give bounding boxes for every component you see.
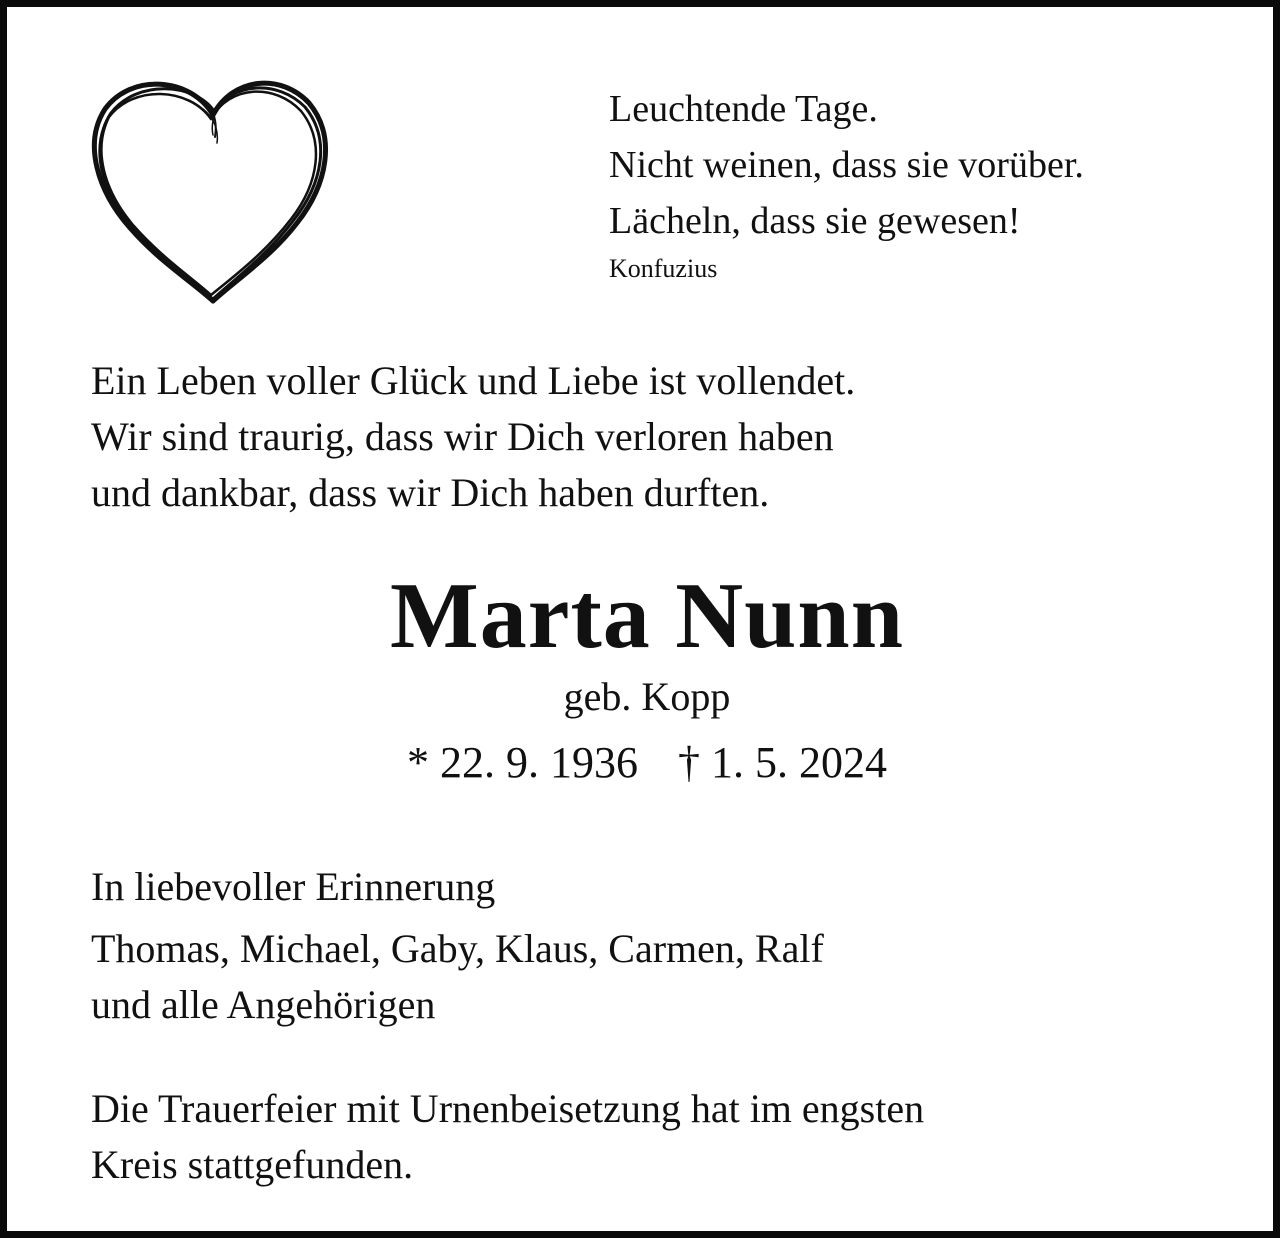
- intro-line: Wir sind traurig, dass wir Dich verloren haben: [91, 414, 834, 459]
- notice-line: Kreis stattgefunden.: [91, 1142, 414, 1187]
- mourners-line: und alle Angehörigen: [91, 982, 436, 1027]
- quote-line: Lächeln, dass sie gewesen!: [609, 200, 1021, 242]
- intro-line: und dankbar, dass wir Dich haben durften.: [91, 470, 770, 515]
- quote-author: Konfuzius: [609, 254, 718, 283]
- notice-line: Die Trauerfeier mit Urnenbeisetzung hat im engsten: [91, 1086, 925, 1131]
- quote-line: Nicht weinen, dass sie vorüber.: [609, 144, 1084, 186]
- maiden-name: geb. Kopp: [563, 674, 731, 719]
- mourners-list: [91, 921, 1211, 1033]
- death-date: † 1. 5. 2024: [678, 738, 887, 787]
- quote-block: [609, 81, 1269, 287]
- memory-intro: In liebevoller Erinnerung: [91, 864, 496, 909]
- heart-icon: [87, 73, 337, 308]
- deceased-name: Marta Nunn: [390, 564, 904, 668]
- life-dates: [7, 735, 1280, 791]
- quote-line: Leuchtende Tage.: [609, 88, 878, 130]
- funeral-notice: [91, 1081, 1211, 1193]
- mourners-line: Thomas, Michael, Gaby, Klaus, Carmen, Ralf: [91, 926, 824, 971]
- intro-line: Ein Leben voller Glück und Liebe ist vollendet.: [91, 358, 856, 403]
- birth-date: * 22. 9. 1936: [407, 738, 638, 787]
- intro-text: [91, 353, 1211, 521]
